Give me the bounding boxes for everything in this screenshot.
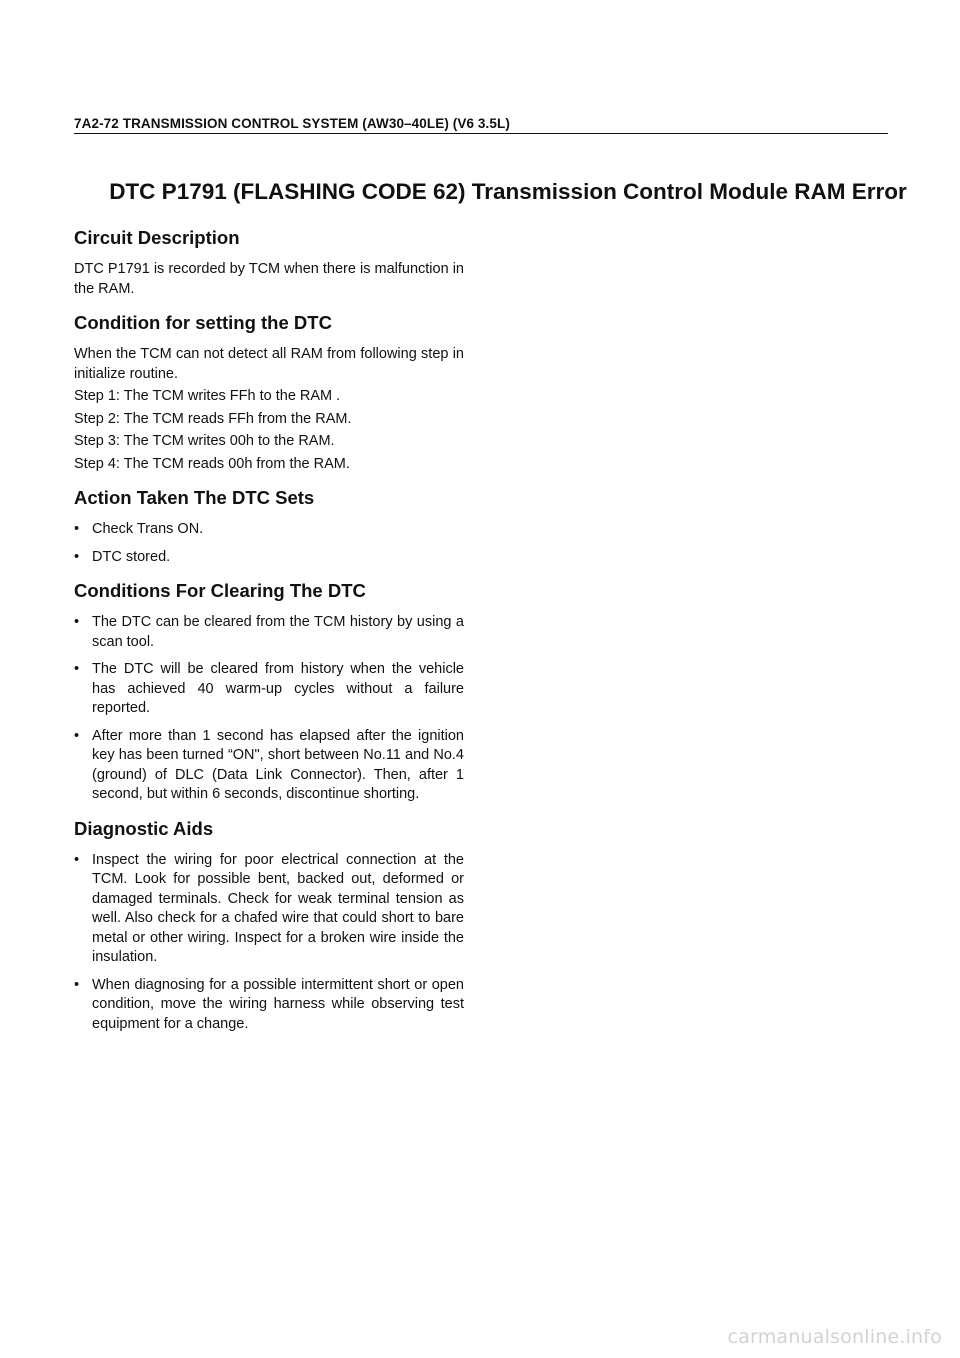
section-heading: Diagnostic Aids — [74, 817, 214, 839]
list-item — [74, 548, 464, 568]
list-item — [74, 660, 464, 719]
step-line: Step 4: The TCM reads 00h from the RAM. — [74, 455, 350, 472]
step-line: Step 1: The TCM writes FFh to the RAM . — [74, 388, 341, 404]
list-item — [74, 851, 464, 968]
bullet-icon: • — [74, 521, 80, 537]
bullet-icon: • — [74, 661, 80, 677]
step-line: Step 2: The TCM reads FFh from the RAM. — [74, 410, 352, 427]
list-item — [74, 976, 464, 1035]
list-item — [74, 520, 464, 540]
list-item-text: Check Trans ON. — [92, 521, 204, 537]
list-item-text: DTC stored. — [92, 548, 171, 565]
page-title: DTC P1791 (FLASHING CODE 62) Transmission Control Module RAM Error — [109, 179, 907, 204]
content-column — [74, 226, 464, 1046]
list-item-text: After more than 1 second has elapsed after the ignition key has been turned “ON", short between No.11 and No.4 (ground) of DLC (Data Link Connector). Then, after 1 second, but within 6 seconds, discontinue shorting. — [92, 727, 464, 802]
section-heading: Condition for setting the DTC — [74, 312, 332, 333]
bullet-list — [74, 613, 464, 805]
paragraph: DTC P1791 is recorded by TCM when there is malfunction in the RAM. — [74, 261, 464, 297]
bullet-icon: • — [74, 548, 80, 565]
header-rule — [74, 133, 888, 134]
watermark: carmanualsonline.info — [727, 1326, 942, 1348]
paragraph: When the TCM can not detect all RAM from following step in initialize routine. — [74, 346, 464, 382]
running-header: 7A2-72 TRANSMISSION CONTROL SYSTEM (AW30–40LE) (V6 3.5L) — [74, 116, 510, 131]
bullet-list — [74, 520, 464, 567]
bullet-icon: • — [74, 976, 80, 993]
section-diagnostic-aids — [74, 817, 464, 1035]
bullet-list — [74, 851, 464, 1035]
section-conditions-clearing — [74, 579, 464, 805]
section-heading: Action Taken The DTC Sets — [74, 487, 315, 508]
bullet-icon: • — [74, 614, 80, 630]
section-circuit-description — [74, 226, 464, 299]
section-condition-setting — [74, 311, 464, 474]
bullet-icon: • — [74, 851, 80, 868]
section-heading: Circuit Description — [74, 227, 240, 248]
list-item-text: Inspect the wiring for poor electrical connection at the TCM. Look for possible bent, backed out, deformed or damaged terminals. Check for weak terminal tension as well. Also check for a chafed wire that could short to bare metal or other wiring. Inspect for a broken wire inside the insulation. — [92, 851, 464, 965]
list-item-text: The DTC will be cleared from history when the vehicle has achieved 40 warm-up cycles without a failure reported. — [92, 661, 464, 716]
list-item-text: The DTC can be cleared from the TCM history by using a scan tool. — [92, 614, 464, 650]
list-item — [74, 613, 464, 652]
step-line: Step 3: The TCM writes 00h to the RAM. — [74, 433, 335, 449]
list-item-text: When diagnosing for a possible intermittent short or open condition, move the wiring harness while observing test equipment for a change. — [92, 976, 464, 1032]
bullet-icon: • — [74, 727, 80, 744]
section-action-taken — [74, 486, 464, 567]
list-item — [74, 727, 464, 805]
section-heading: Conditions For Clearing The DTC — [74, 580, 366, 601]
